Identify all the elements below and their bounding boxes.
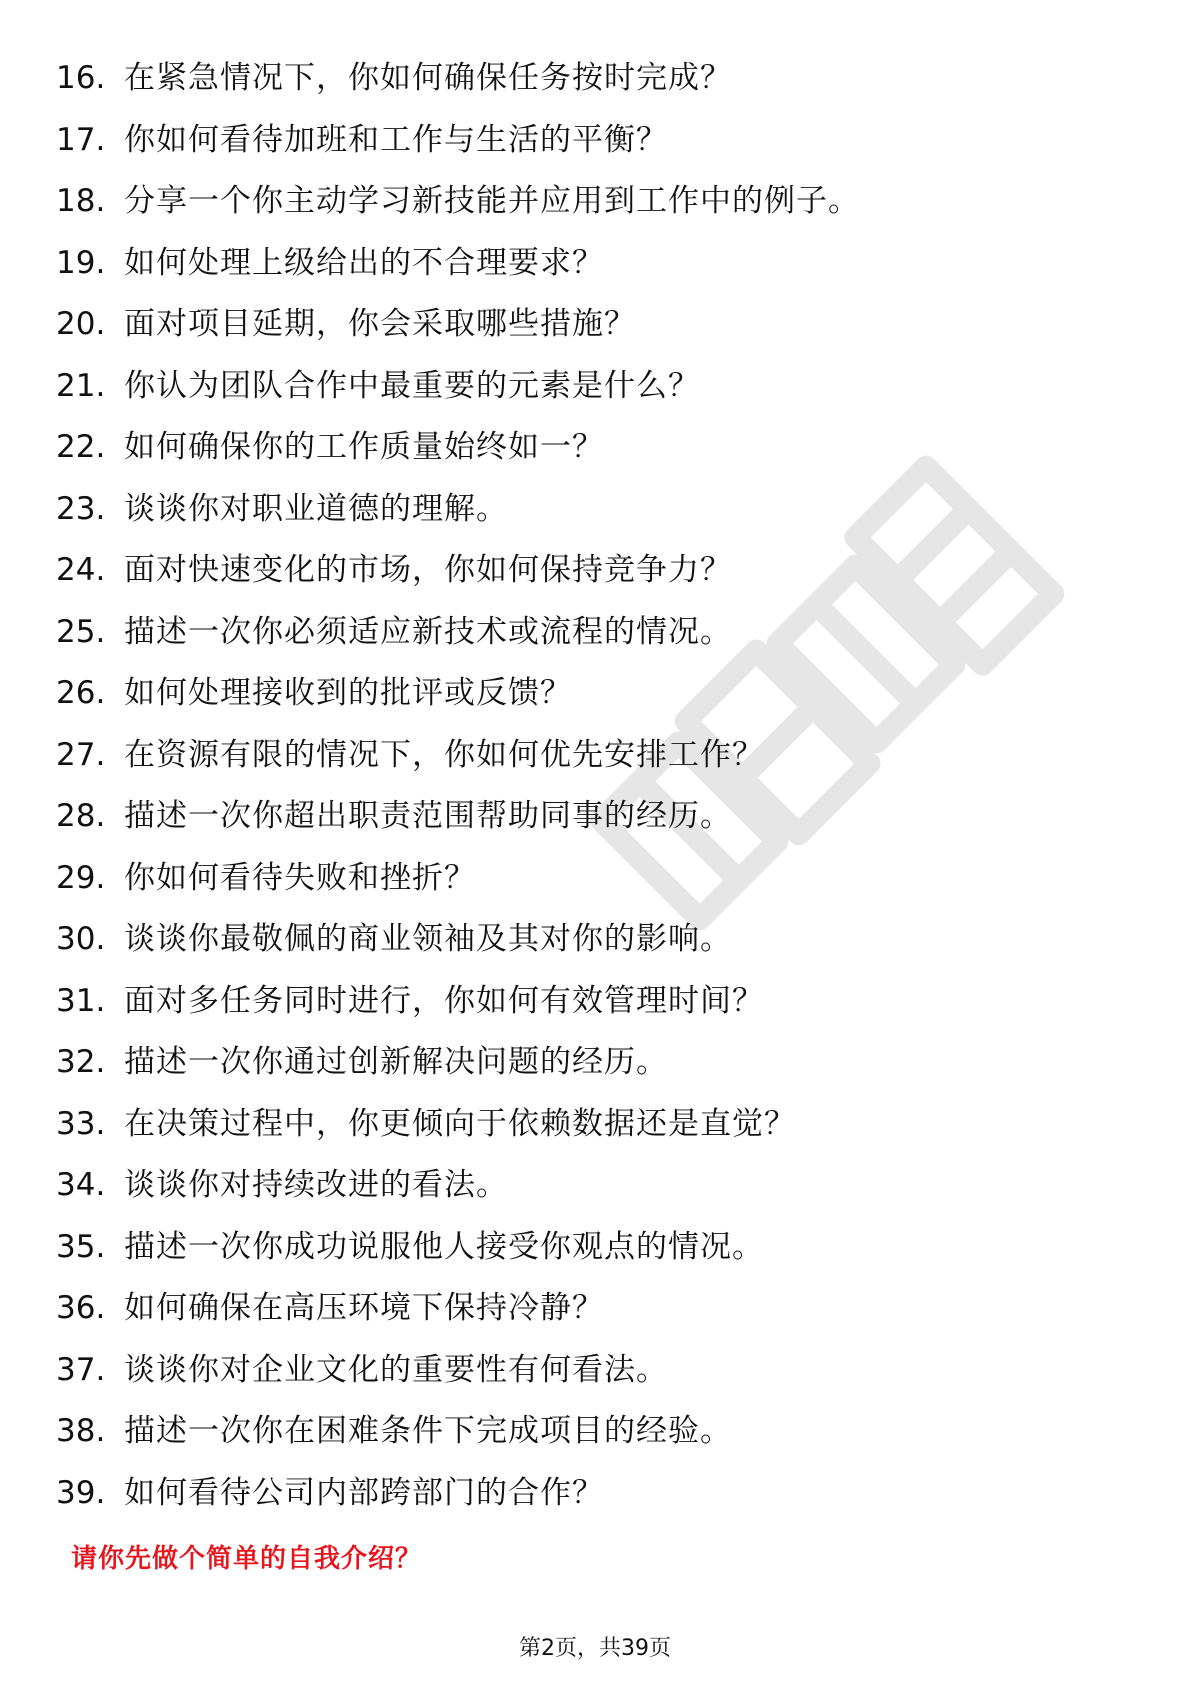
question-number: 23.: [56, 490, 106, 527]
self-introduction-prompt: 请你先做个简单的自我介绍？: [71, 1544, 423, 1574]
question-number: 18.: [56, 183, 106, 220]
question-number: 36.: [56, 1290, 106, 1327]
list-item: [56, 171, 1136, 233]
question-text: 如何确保你的工作质量始终如一？: [124, 429, 604, 466]
question-text: 谈谈你对持续改进的看法。: [124, 1167, 508, 1204]
question-text: 描述一次你超出职责范围帮助同事的经历。: [124, 798, 732, 835]
list-item: [56, 725, 1136, 787]
question-number: 39.: [56, 1474, 106, 1511]
question-number: 16.: [56, 60, 106, 97]
question-text: 面对多任务同时进行，你如何有效管理时间？: [124, 982, 764, 1019]
question-number: 24.: [56, 552, 106, 589]
question-text: 如何处理上级给出的不合理要求？: [124, 244, 604, 281]
question-text: 你认为团队合作中最重要的元素是什么？: [124, 367, 700, 404]
question-number: 21.: [56, 367, 106, 404]
question-number: 22.: [56, 429, 106, 466]
list-item: [56, 1463, 1136, 1525]
question-number: 33.: [56, 1105, 106, 1142]
question-text: 描述一次你成功说服他人接受你观点的情况。: [124, 1228, 764, 1265]
question-number: 37.: [56, 1351, 106, 1388]
list-item: [56, 48, 1136, 110]
question-number: 32.: [56, 1044, 106, 1081]
list-item: [56, 233, 1136, 295]
list-item: [56, 602, 1136, 664]
list-item: [56, 1032, 1136, 1094]
list-item: [56, 1340, 1136, 1402]
list-item: [56, 848, 1136, 910]
list-item: [56, 663, 1136, 725]
list-item: [56, 971, 1136, 1033]
list-item: [56, 1094, 1136, 1156]
list-item: [56, 1155, 1136, 1217]
list-item: [56, 110, 1136, 172]
question-text: 你如何看待加班和工作与生活的平衡？: [124, 121, 668, 158]
question-number: 30.: [56, 921, 106, 958]
question-number: 35.: [56, 1228, 106, 1265]
question-number: 27.: [56, 736, 106, 773]
question-number: 26.: [56, 675, 106, 712]
question-number: 31.: [56, 982, 106, 1019]
list-item: [56, 786, 1136, 848]
page-footer: 第2页，共39页: [519, 1636, 671, 1661]
question-text: 分享一个你主动学习新技能并应用到工作中的例子。: [124, 183, 860, 220]
question-list: [56, 48, 1136, 1524]
question-text: 在决策过程中，你更倾向于依赖数据还是直觉？: [124, 1105, 796, 1142]
question-text: 描述一次你在困难条件下完成项目的经验。: [124, 1413, 732, 1450]
question-text: 如何处理接收到的批评或反馈？: [124, 675, 572, 712]
question-text: 描述一次你必须适应新技术或流程的情况。: [124, 613, 732, 650]
question-text: 如何确保在高压环境下保持冷静？: [124, 1290, 604, 1327]
question-text: 谈谈你最敬佩的商业领袖及其对你的影响。: [124, 921, 732, 958]
list-item: [56, 417, 1136, 479]
list-item: [56, 1278, 1136, 1340]
question-text: 面对项目延期，你会采取哪些措施？: [124, 306, 636, 343]
list-item: [56, 1217, 1136, 1279]
question-text: 描述一次你通过创新解决问题的经历。: [124, 1044, 668, 1081]
question-text: 你如何看待失败和挫折？: [124, 859, 476, 896]
list-item: [56, 909, 1136, 971]
question-text: 在紧急情况下，你如何确保任务按时完成？: [124, 60, 732, 97]
list-item: [56, 479, 1136, 541]
list-item: [56, 540, 1136, 602]
question-text: 如何看待公司内部跨部门的合作？: [124, 1474, 604, 1511]
question-number: 29.: [56, 859, 106, 896]
list-item: [56, 356, 1136, 418]
list-item: [56, 294, 1136, 356]
question-text: 谈谈你对职业道德的理解。: [124, 490, 508, 527]
question-number: 19.: [56, 244, 106, 281]
question-number: 17.: [56, 121, 106, 158]
question-number: 38.: [56, 1413, 106, 1450]
question-number: 20.: [56, 306, 106, 343]
question-text: 谈谈你对企业文化的重要性有何看法。: [124, 1351, 668, 1388]
question-text: 在资源有限的情况下，你如何优先安排工作？: [124, 736, 764, 773]
question-number: 25.: [56, 613, 106, 650]
question-number: 34.: [56, 1167, 106, 1204]
question-number: 28.: [56, 798, 106, 835]
question-text: 面对快速变化的市场，你如何保持竞争力？: [124, 552, 732, 589]
list-item: [56, 1401, 1136, 1463]
